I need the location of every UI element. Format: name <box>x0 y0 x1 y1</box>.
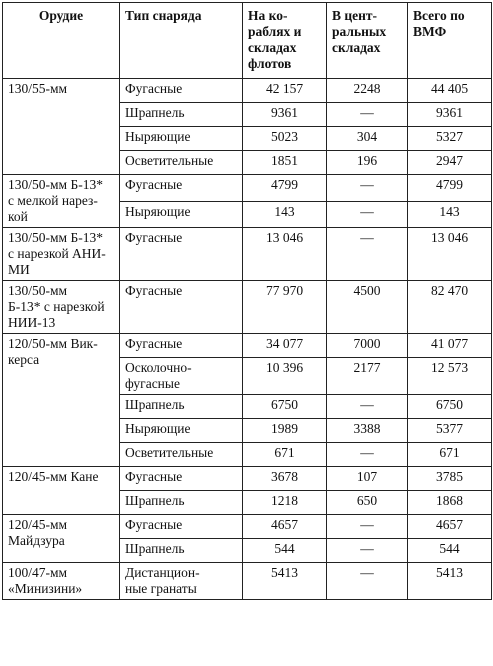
total-cell: 41 077 <box>408 334 492 358</box>
total-cell: 4657 <box>408 515 492 539</box>
ships-cell: 4799 <box>243 175 327 202</box>
table-row <box>3 79 492 103</box>
ships-cell: 4657 <box>243 515 327 539</box>
central-cell: 7000 <box>327 334 408 358</box>
table-row <box>3 281 492 334</box>
total-cell: 1868 <box>408 491 492 515</box>
shell-type-cell: Ныряющие <box>120 127 243 151</box>
table-row <box>3 515 492 539</box>
shell-type-cell: Фугасные <box>120 175 243 202</box>
header-gun: Орудие <box>3 3 120 79</box>
central-cell: 304 <box>327 127 408 151</box>
central-cell: — <box>327 201 408 228</box>
total-cell: 671 <box>408 443 492 467</box>
total-cell: 5413 <box>408 563 492 600</box>
shell-type-cell: Дистанцион- ные гранаты <box>120 563 243 600</box>
central-cell: 196 <box>327 151 408 175</box>
shell-type-cell: Шрапнель <box>120 539 243 563</box>
header-row <box>3 3 492 79</box>
total-cell: 44 405 <box>408 79 492 103</box>
ships-cell: 10 396 <box>243 358 327 395</box>
ships-cell: 5023 <box>243 127 327 151</box>
gun-cell: 130/50-мм Б-13* с мелкой нарез- кой <box>3 175 120 228</box>
ammunition-table <box>2 2 492 600</box>
total-cell: 4799 <box>408 175 492 202</box>
gun-cell: 120/45-мм Кане <box>3 467 120 515</box>
central-cell: — <box>327 103 408 127</box>
ships-cell: 6750 <box>243 395 327 419</box>
total-cell: 3785 <box>408 467 492 491</box>
central-cell: — <box>327 563 408 600</box>
gun-cell: 120/45-мм Майдзура <box>3 515 120 563</box>
ships-cell: 5413 <box>243 563 327 600</box>
shell-type-cell: Осветительные <box>120 151 243 175</box>
header-ships: На ко- раблях и складах флотов <box>243 3 327 79</box>
central-cell: — <box>327 515 408 539</box>
total-cell: 9361 <box>408 103 492 127</box>
ships-cell: 77 970 <box>243 281 327 334</box>
gun-cell: 130/50-мм Б-13* с нарезкой АНИ- МИ <box>3 228 120 281</box>
ships-cell: 42 157 <box>243 79 327 103</box>
total-cell: 544 <box>408 539 492 563</box>
shell-type-cell: Фугасные <box>120 334 243 358</box>
total-cell: 5327 <box>408 127 492 151</box>
central-cell: 4500 <box>327 281 408 334</box>
shell-type-cell: Шрапнель <box>120 491 243 515</box>
shell-type-cell: Фугасные <box>120 79 243 103</box>
shell-type-cell: Шрапнель <box>120 395 243 419</box>
shell-type-cell: Фугасные <box>120 515 243 539</box>
ships-cell: 544 <box>243 539 327 563</box>
shell-type-cell: Фугасные <box>120 467 243 491</box>
ships-cell: 9361 <box>243 103 327 127</box>
central-cell: — <box>327 175 408 202</box>
central-cell: 2248 <box>327 79 408 103</box>
shell-type-cell: Ныряющие <box>120 201 243 228</box>
central-cell: — <box>327 443 408 467</box>
ships-cell: 1989 <box>243 419 327 443</box>
gun-cell: 120/50-мм Вик- керса <box>3 334 120 467</box>
ships-cell: 3678 <box>243 467 327 491</box>
gun-cell: 100/47-мм «Минизини» <box>3 563 120 600</box>
central-cell: 107 <box>327 467 408 491</box>
ships-cell: 13 046 <box>243 228 327 281</box>
total-cell: 82 470 <box>408 281 492 334</box>
central-cell: 650 <box>327 491 408 515</box>
central-cell: 2177 <box>327 358 408 395</box>
header-central: В цент- ральных складах <box>327 3 408 79</box>
header-shell-type: Тип снаряда <box>120 3 243 79</box>
table-row <box>3 334 492 358</box>
central-cell: — <box>327 395 408 419</box>
gun-cell: 130/50-мм Б-13* с нарезкой НИИ-13 <box>3 281 120 334</box>
shell-type-cell: Ныряющие <box>120 419 243 443</box>
header-total: Всего по ВМФ <box>408 3 492 79</box>
gun-cell: 130/55-мм <box>3 79 120 175</box>
ships-cell: 1218 <box>243 491 327 515</box>
central-cell: — <box>327 539 408 563</box>
central-cell: — <box>327 228 408 281</box>
shell-type-cell: Шрапнель <box>120 103 243 127</box>
total-cell: 12 573 <box>408 358 492 395</box>
total-cell: 143 <box>408 201 492 228</box>
table-row <box>3 563 492 600</box>
table-row <box>3 467 492 491</box>
total-cell: 2947 <box>408 151 492 175</box>
table-row <box>3 228 492 281</box>
total-cell: 6750 <box>408 395 492 419</box>
central-cell: 3388 <box>327 419 408 443</box>
ships-cell: 34 077 <box>243 334 327 358</box>
table-body <box>3 79 492 600</box>
ships-cell: 1851 <box>243 151 327 175</box>
shell-type-cell: Осветительные <box>120 443 243 467</box>
ships-cell: 143 <box>243 201 327 228</box>
total-cell: 13 046 <box>408 228 492 281</box>
ships-cell: 671 <box>243 443 327 467</box>
table-row <box>3 175 492 202</box>
shell-type-cell: Фугасные <box>120 228 243 281</box>
shell-type-cell: Фугасные <box>120 281 243 334</box>
total-cell: 5377 <box>408 419 492 443</box>
shell-type-cell: Осколочно- фугасные <box>120 358 243 395</box>
